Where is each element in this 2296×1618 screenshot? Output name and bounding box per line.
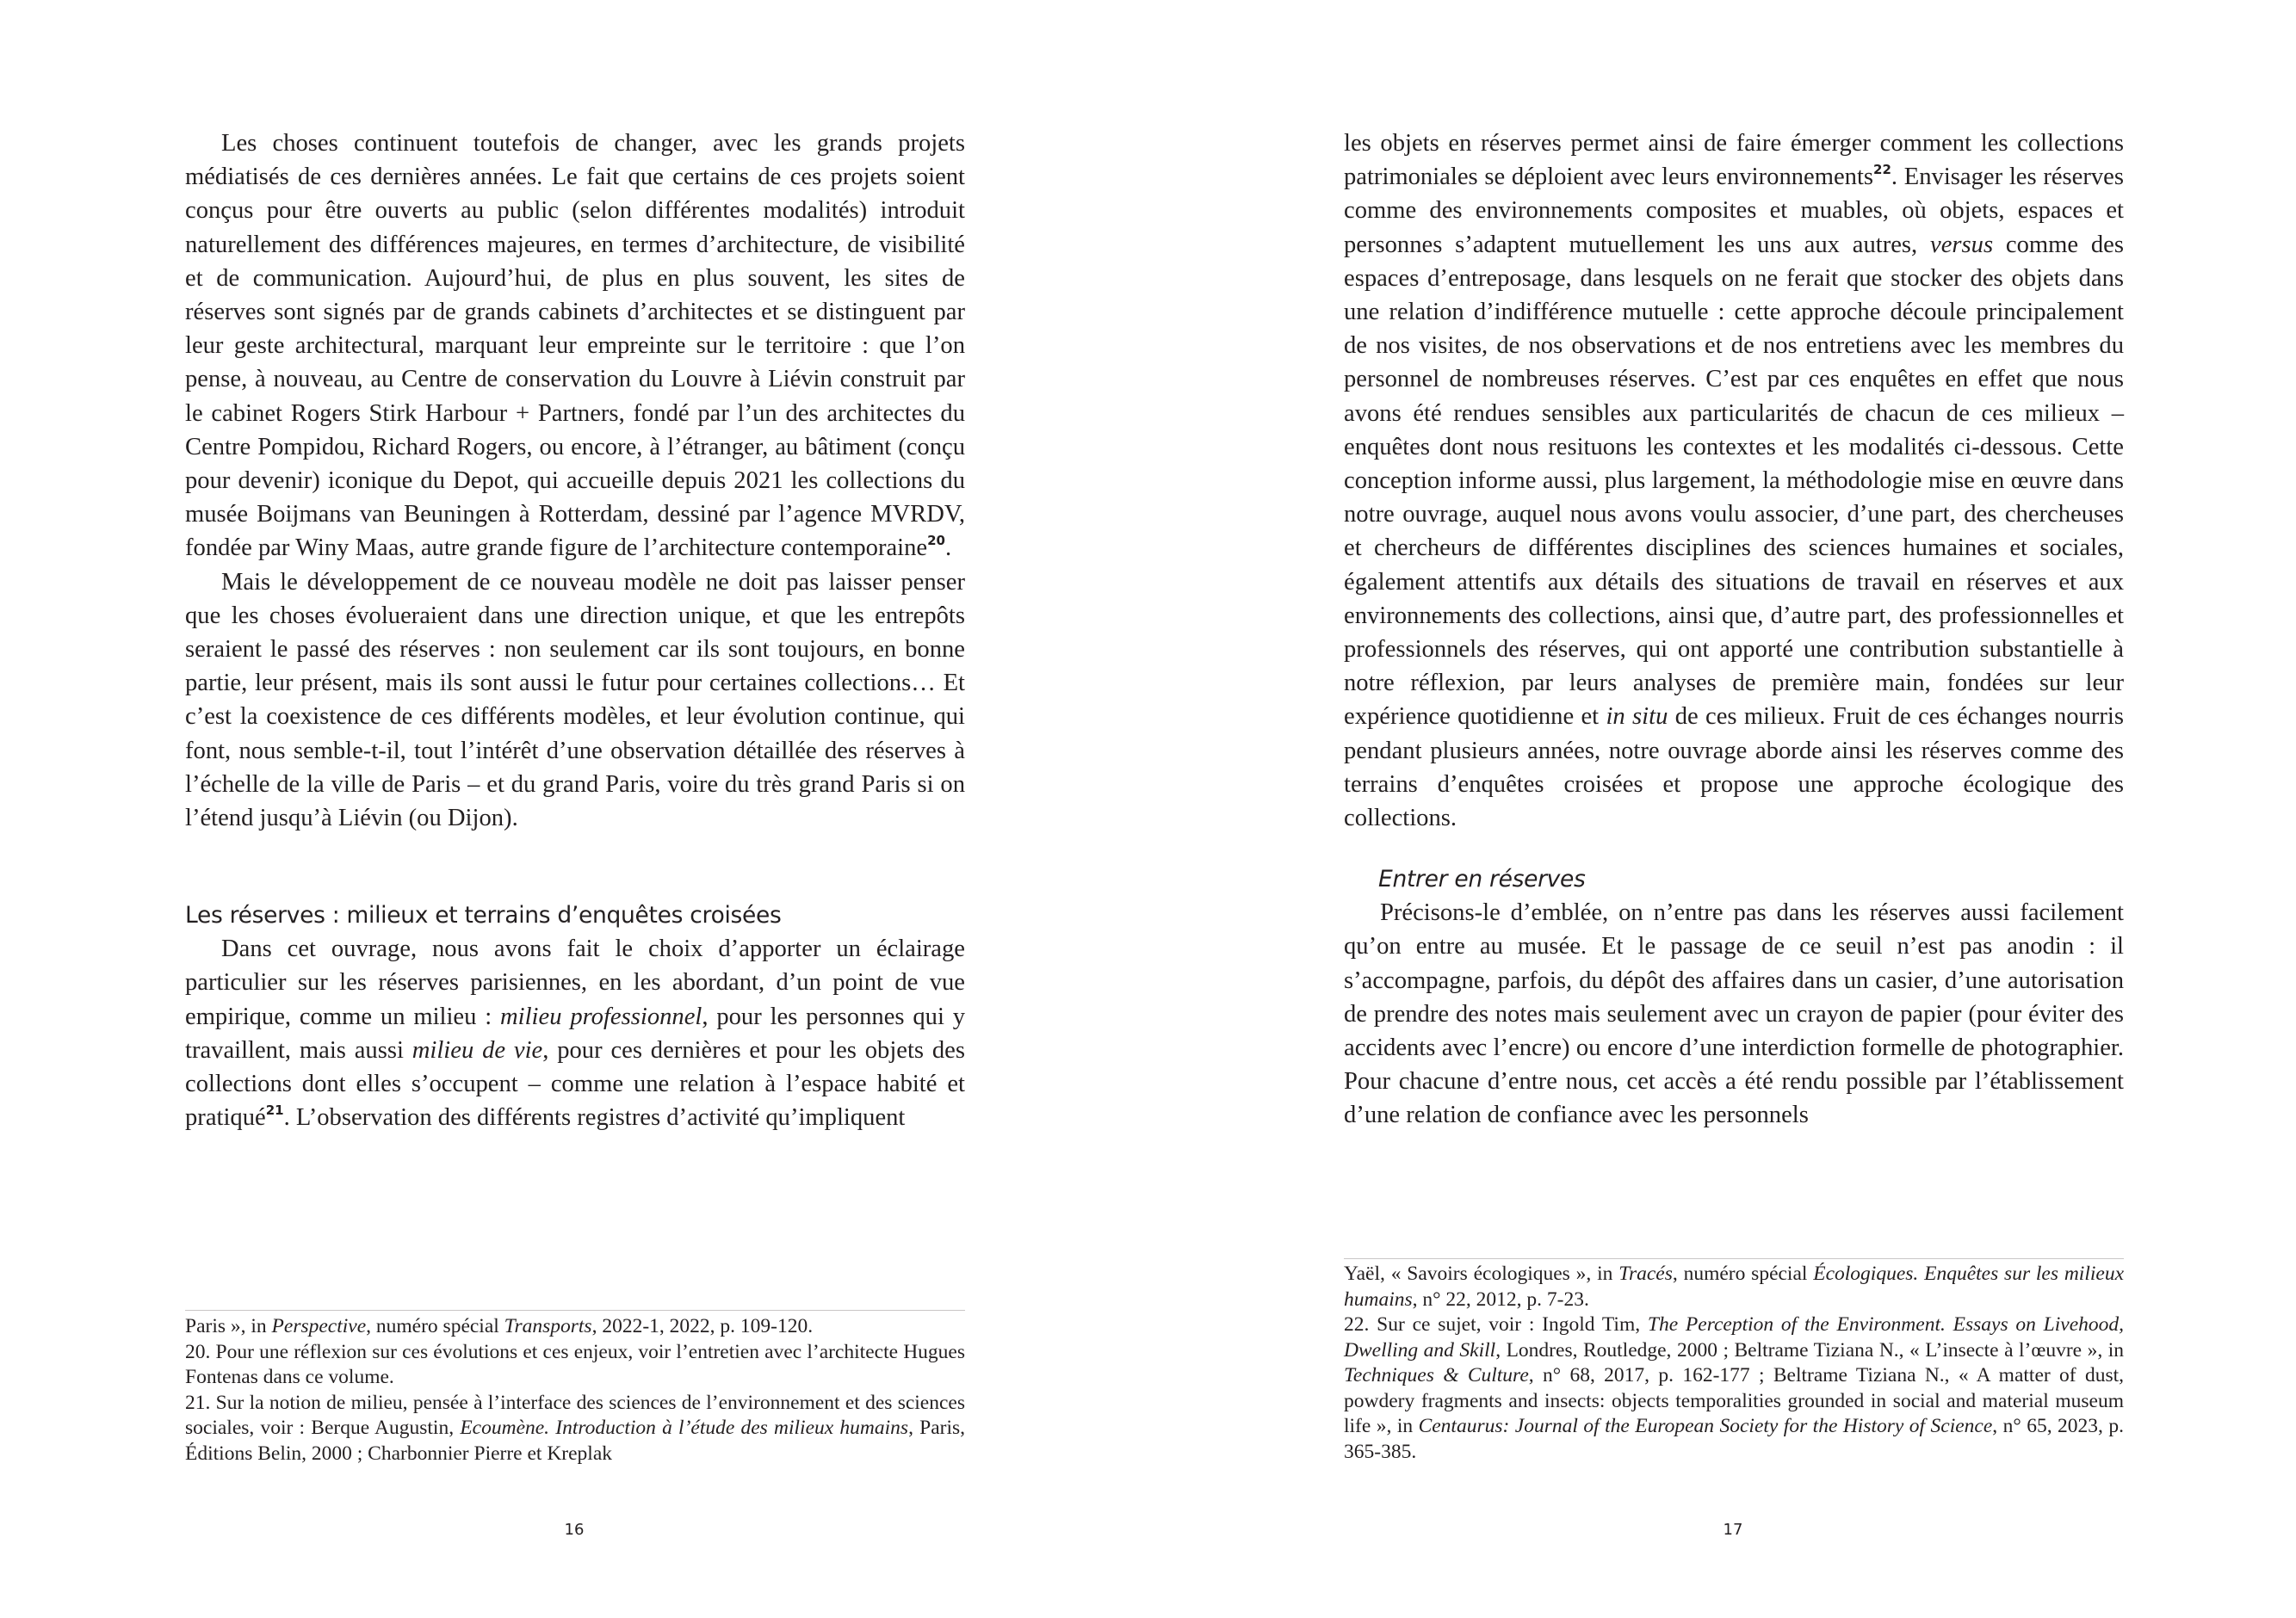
paragraph: Les choses continuent toutefois de changer, avec les grands projets médiatisés de ces dernières années. Le fait que certains de ces projets soient conçus pour être ouverts au public (selon différentes modalités) introduit naturellement des différences majeures, en termes d’architecture, de visibilité et de communication. Aujourd’hui, de plus en plus souvent, les sites de réserves sont signés par de grands cabinets d’architectes et se distinguent par leur geste architectural, marquant leur empreinte sur le territoire : que l’on pense, à nouveau, au Centre de conservation du Louvre à Liévin construit par le cabinet Rogers Stirk Harbour + Partners, fondé par l’un des architectes du Centre Pompidou, Richard Rogers, ou encore, à l’étranger, au bâtiment (conçu pour devenir) iconique du Depot, qui accueille depuis 2021 les collections du musée Boijmans van Beuningen à Rotterdam, dessiné par l’agence MVRDV, fondée par Winy Maas, autre grande figure de l’architecture contemporaine$^{20}$.	[185, 130, 965, 562]
body-text	[185, 127, 965, 1134]
footnote: Paris », in Perspective, numéro spécial Transports, 2022-1, 2022, p. 109-120.	[185, 1315, 814, 1337]
footnote-ref[interactable]: 21	[265, 1102, 284, 1119]
page-number: 17	[1723, 1521, 1743, 1539]
footnote-ref[interactable]: 22	[1873, 162, 1891, 178]
footnote: 22. Sur ce sujet, voir : Ingold Tim, The Perception of the Environment. Essays on Livehood, Dwelling and Skill, Londres, Routledge, 2000 ; Beltrame Tiziana N., « L’insecte à l’œuvre », in Techniques & Culture, n° 68, 2017, p. 162-177 ; Beltrame Tiziana N., « A matter of dust, powdery fragments and insects: objects temporalities grounded in social and material museum life », in Centaurus: Journal of the European Society for the History of Science, n° 65, 2023, p. 365-385.	[1344, 1313, 2124, 1463]
footnotes	[185, 1314, 965, 1467]
paragraph: Mais le développement de ce nouveau modèle ne doit pas laisser penser que les choses évolueraient dans une direction unique, et que les entrepôts seraient le passé des réserves : non seulement car ils sont toujours, en bonne partie, leur présent, mais ils sont aussi le futur pour certaines collections… Et c’est la coexistence de ces différents modèles, et leur évolution continue, qui font, nous semble-t-il, tout l’intérêt d’une observation détaillée des réserves à l’échelle de la ville de Paris – et du grand Paris, voire du très grand Paris si on l’étend jusqu’à Liévin (ou Dijon).	[185, 568, 965, 832]
section-heading: Les réserves : milieux et terrains d’enquêtes croisées	[185, 902, 782, 929]
footnote: 20. Pour une réflexion sur ces évolutions et ces enjeux, voir l’entretien avec l’architecte Hugues Fontenas dans ce volume.	[185, 1340, 965, 1388]
footnote-rule	[1344, 1258, 2124, 1259]
footnotes	[1344, 1262, 2124, 1465]
paragraph: Précisons-le d’emblée, on n’entre pas dans les réserves aussi facilement qu’on entre au musée. Et le passage de ce seuil n’est pas anodin : il s’accompagne, parfois, du dépôt des affaires dans un casier, d’une autorisation de prendre des notes mais seulement avec un crayon de papier (pour éviter des accidents avec l’encre) ou encore d’une interdiction formelle de photographier. Pour chacune d’entre nous, cet accès a été rendu possible par l’établissement d’une relation de confiance avec les personnels	[1344, 899, 2124, 1129]
footnote-rule	[185, 1310, 965, 1311]
footnote: 21. Sur la notion de milieu, pensée à l’interface des sciences de l’environnement et des sciences sociales, voir : Berque Augustin, Ecoumène. Introduction à l’étude des milieux humains, Paris, Éditions Belin, 2000 ; Charbonnier Pierre et Kreplak	[185, 1391, 966, 1465]
paragraph: Dans cet ouvrage, nous avons fait le choix d’apporter un éclairage particulier sur les réserves parisiennes, en les abordant, d’un point de vue empirique, comme un milieu : milieu professionnel, pour les personnes qui y travaillent, mais aussi milieu de vie, pour ces dernières et pour les objets des collections dont elles s’occupent – comme une relation à l’espace habité et pratiqué$^{21}$. L’observation des différents registres d’activité qu’impliquent	[185, 936, 966, 1132]
footnote: Yaël, « Savoirs écologiques », in Tracés, numéro spécial Écologiques. Enquêtes sur les milieux humains, n° 22, 2012, p. 7-23.	[1344, 1263, 2124, 1311]
paragraph: les objets en réserves permet ainsi de faire émerger comment les collections patrimoniales se déploient avec leurs environnements$^{22}$. Envisager les réserves comme des environnements composites et muables, où objets, espaces et personnes s’adaptent mutuellement les uns aux autres, versus comme des espaces d’entreposage, dans lesquels on ne ferait que stocker des objets dans une relation d’indifférence mutuelle : cette approche découle principalement de nos visites, de nos observations et de nos entretiens avec les membres du personnel de nombreuses réserves. C’est par ces enquêtes en effet que nous avons été rendues sensibles aux particularités de chacun de ces milieux – enquêtes dont nous resituons les contextes et les modalités ci-dessous. Cette conception informe aussi, plus largement, la méthodologie mise en œuvre dans notre ouvrage, auquel nous avons voulu associer, d’une part, des chercheuses et chercheurs de différentes disciplines des sciences humaines et sociales, également attentifs aux détails des situations de travail en réserves et aux environnements des collections, ainsi que, d’autre part, des professionnelles et professionnels des réserves, qui ont apporté une contribution substantielle à notre réflexion, par leurs analyses de première main, fondées sur leur expérience quotidienne et in situ de ces milieux. Fruit de ces échanges nourris pendant plusieurs années, notre ouvrage aborde ainsi les réserves comme des terrains d’enquêtes croisées et propose une approche écologique des collections.	[1344, 130, 2125, 832]
section-heading: Entrer en réserves	[1378, 866, 1586, 893]
page-number: 16	[564, 1521, 585, 1539]
body-text	[1344, 127, 2124, 1133]
page-right	[1148, 0, 2296, 1618]
footnote-ref[interactable]: 20	[927, 533, 945, 549]
